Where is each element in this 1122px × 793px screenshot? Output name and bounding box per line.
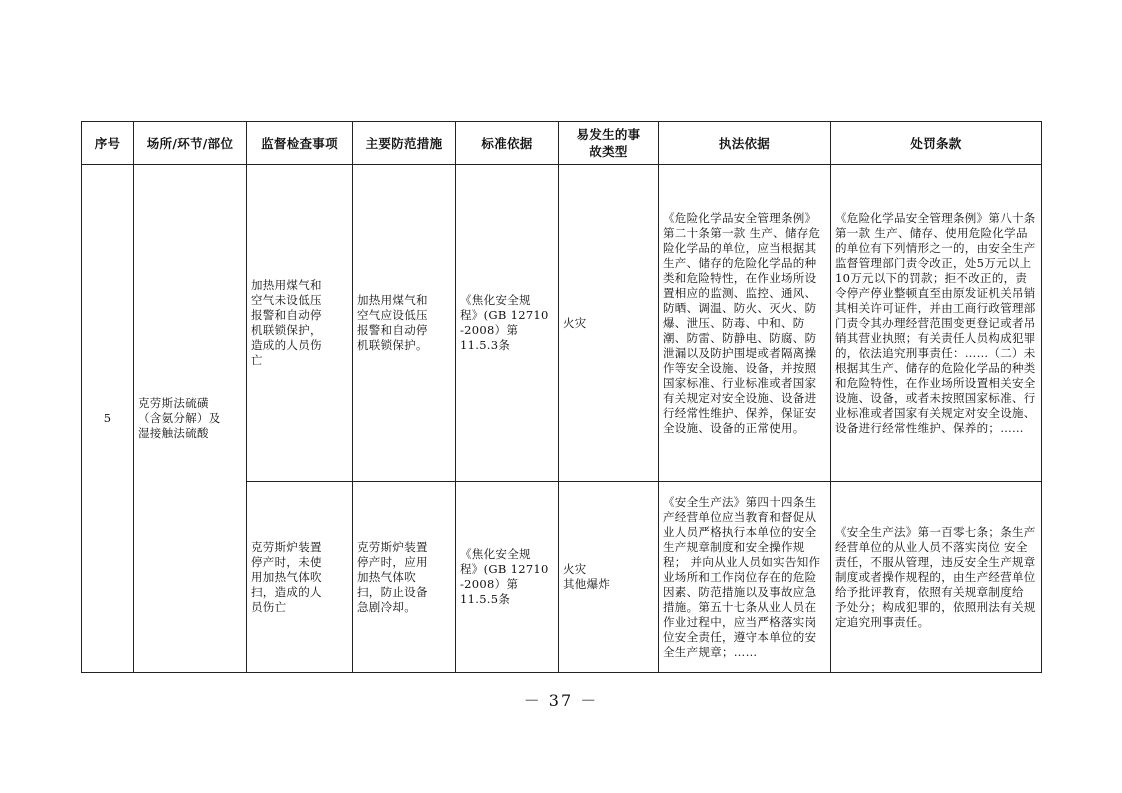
accident-type-cell: 火灾 其他爆炸 [559,482,659,673]
standard-cell: 《焦化安全规 程》(GB 12710 -2008）第 11.5.3条 [456,165,559,482]
header-row [82,122,1042,165]
table-row [82,165,1042,482]
header-penalty: 处罚条款 [831,122,1042,165]
penalty-cell: 《安全生产法》第一百零七条；条生产经营单位的从业人员不落实岗位 安全责任，不服从管理，违反安全生产规章制度或者操作规程的，由生产经营单位给予批评教育，依照有关规章制度给 予处分；构成犯罪的，依照刑法有关规定追究刑事责任。 [831,482,1042,673]
penalty-cell: 《危险化学品安全管理条例》第八十条第一款 生产、储存、使用危险化学品的单位有下列情形之一的，由安全生产监督管理部门责令改正，处5万元以上10万元以下的罚款；拒不改正的，责令停产停业整顿直至由原发证机关吊销其相关许可证件，并由工商行政管理部门责令其办理经营范围变更登记或者吊销其营业执照；有关责任人员构成犯罪的，依法追究刑事责任：……（二）未根据其生产、储存的危险化学品的种类和危险特性，在作业场所设置相关安全设施、设备，或者未按照国家标准、行业标准或者国家有关规定对安全设施、设备进行经常性维护、保养的；…… [831,165,1042,482]
inspection-item-cell: 加热用煤气和 空气未设低压 报警和自动停 机联锁保护， 造成的人员伤 亡 [247,165,353,482]
law-basis-cell: 《危险化学品安全管理条例》第二十条第一款 生产、储存危险化学品的单位，应当根据其生产、储存的危险化学品的种类和危险特性，在作业场所设置相应的监测、监控、通风、防晒、调温、防火、灭火、防爆、泄压、防毒、中和、防潮、防雷、防静电、防腐、防泄漏以及防护围堤或者隔离操作等安全设施、设备，并按照国家标准、行业标准或者国家有关规定对安全设施、设备进行经常性维护、保养，保证安全设施、设备的正常使用。 [659,165,831,482]
measure-cell: 加热用煤气和 空气应设低压 报警和自动停 机联锁保护。 [353,165,456,482]
inspection-item-cell: 克劳斯炉装置 停产时，未使 用加热气体吹 扫，造成的人 员伤亡 [247,482,353,673]
header-accident-type: 易发生的事 故类型 [559,122,659,165]
page-number: － 37 － [523,691,599,710]
header-location: 场所/环节/部位 [134,122,247,165]
standard-cell: 《焦化安全规 程》(GB 12710 -2008）第 11.5.5条 [456,482,559,673]
accident-type-cell: 火灾 [559,165,659,482]
header-measures: 主要防范措施 [353,122,456,165]
header-standard: 标准依据 [456,122,559,165]
header-law-basis: 执法依据 [659,122,831,165]
header-seq: 序号 [82,122,134,165]
regulation-table [81,121,1042,673]
seq-cell: 5 [82,165,134,673]
law-basis-cell: 《安全生产法》第四十四条生产经营单位应当教育和督促从业人员严格执行本单位的安全生产规章制度和安全操作规程； 并向从业人员如实告知作业场所和工作岗位存在的危险因素、防范措施以及事故应急措施。第五十七条从业人员在作业过程中，应当严格落实岗位安全责任，遵守本单位的安全生产规章；…… [659,482,831,673]
measure-cell: 克劳斯炉装置 停产时，应用 加热气体吹 扫，防止设备 急剧冷却。 [353,482,456,673]
location-cell: 克劳斯法硫磺 （含氨分解）及 湿接触法硫酸 [134,165,247,673]
header-inspection-item: 监督检查事项 [247,122,353,165]
